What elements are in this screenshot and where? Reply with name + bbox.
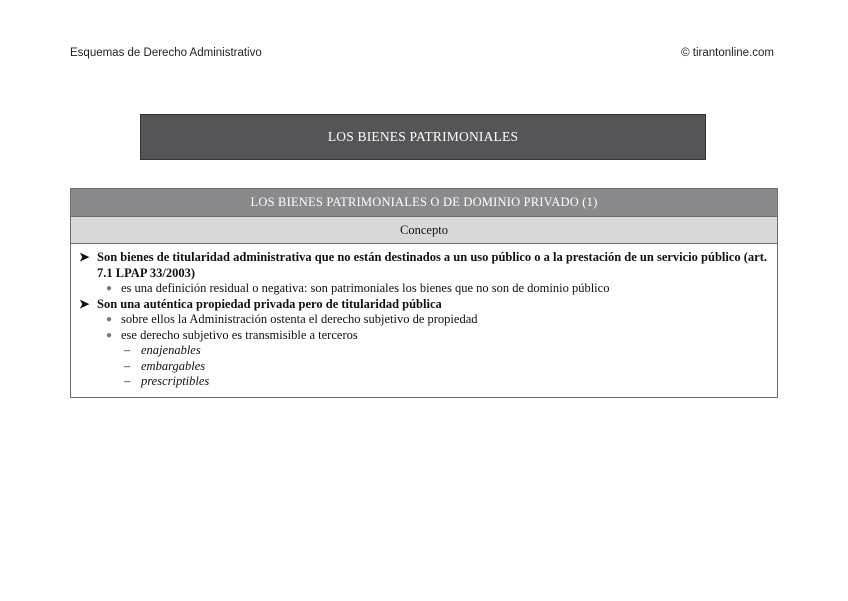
card-content	[71, 244, 777, 390]
dot-bullet-icon: ●	[106, 283, 113, 294]
card-heading-text: LOS BIENES PATRIMONIALES O DE DOMINIO PRIVADO (1)	[250, 195, 598, 209]
sub-list-item-text: es una definición residual o negativa: son patrimoniales los bienes que no son de dominio público	[121, 281, 610, 295]
card-heading	[71, 189, 777, 217]
sub-list-item-text: ese derecho subjetivo es transmisible a terceros	[121, 327, 358, 342]
list-item-text: Son una auténtica propiedad privada pero de titularidad pública	[97, 296, 442, 311]
header-copyright: © tirantonline.com	[681, 47, 774, 59]
card-subheading-text: Concepto	[400, 222, 448, 237]
sub-sub-list-item-text: embargables	[141, 358, 206, 373]
sub-sub-list-item	[79, 374, 769, 390]
dash-bullet-icon: –	[124, 358, 131, 373]
list-item	[79, 250, 769, 281]
sub-list-item	[79, 312, 769, 328]
header-book-title: Esquemas de Derecho Administrativo	[70, 47, 262, 59]
arrow-bullet-icon: ➤	[79, 296, 90, 311]
sub-sub-list-item	[79, 343, 769, 359]
arrow-bullet-icon: ➤	[79, 250, 90, 264]
sub-sub-list-item	[79, 359, 769, 375]
dot-bullet-icon: ●	[106, 314, 113, 325]
page-title-text: LOS BIENES PATRIMONIALES	[327, 129, 519, 144]
list-item-text: Son bienes de titularidad administrativa que no están destinados a un uso público o a la prestación de un servicio público (art. 7.1 LPAP 33/2003)	[97, 250, 768, 280]
card-subheading	[71, 217, 777, 244]
sub-sub-list-item-text: prescriptibles	[141, 374, 210, 388]
dash-bullet-icon: –	[124, 374, 131, 388]
concept-card	[70, 188, 778, 398]
sub-list-item	[79, 328, 769, 344]
dash-bullet-icon: –	[124, 343, 131, 357]
list-item	[79, 297, 769, 313]
dot-bullet-icon: ●	[106, 329, 113, 341]
page-title	[140, 114, 706, 160]
sub-list-item	[79, 281, 769, 297]
sub-sub-list-item-text: enajenables	[141, 343, 201, 357]
sub-list-item-text: sobre ellos la Administración ostenta el derecho subjetivo de propiedad	[121, 312, 478, 326]
